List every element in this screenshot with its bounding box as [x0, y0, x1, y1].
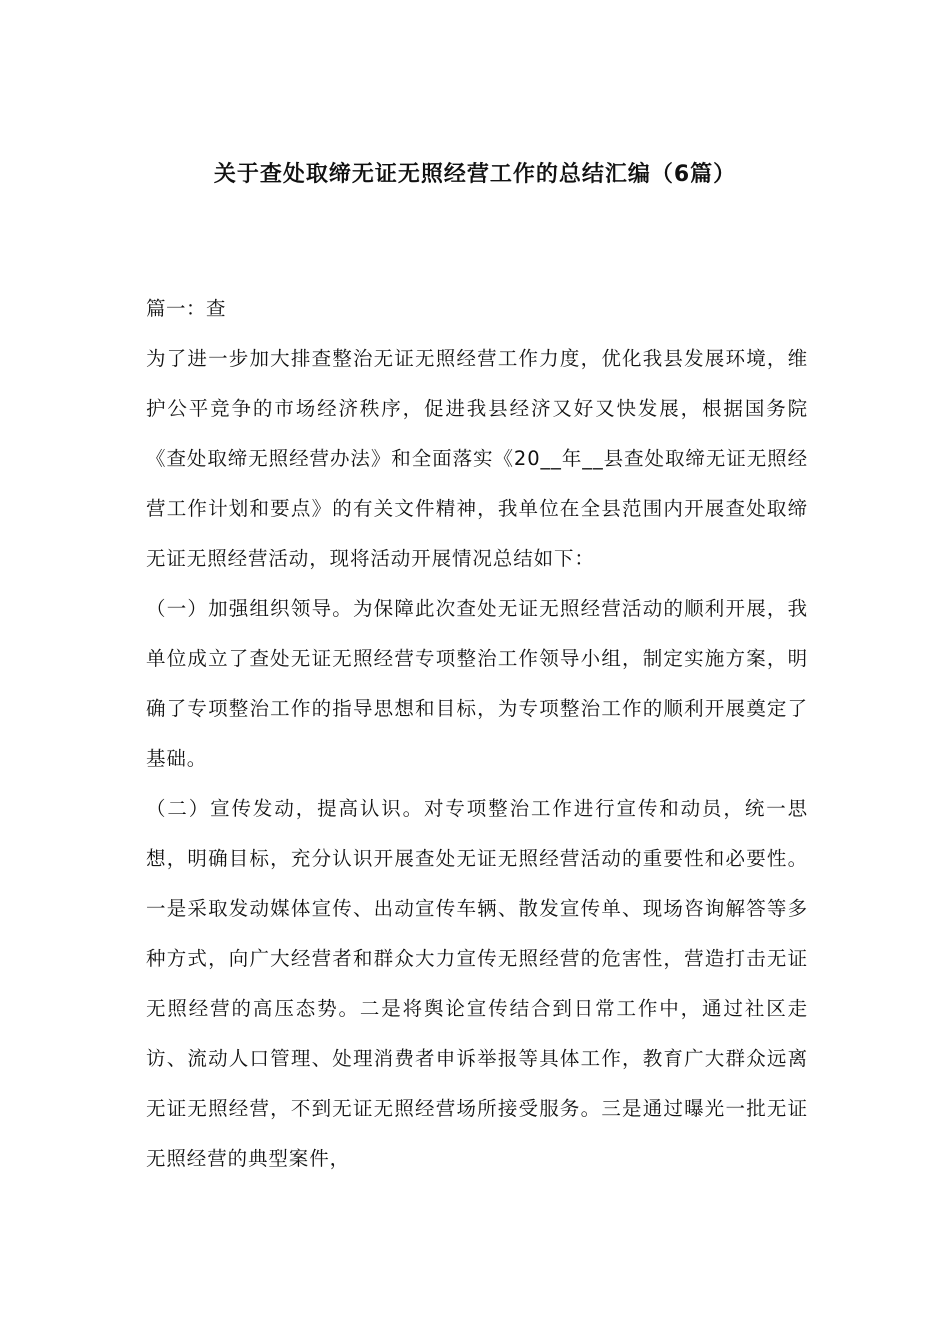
- section-heading: 篇一：查: [146, 297, 227, 320]
- document-title: 关于查处取缔无证无照经营工作的总结汇编（6篇）: [213, 162, 737, 187]
- paragraph-intro: 为了进一步加大排查整治无证无照经营工作力度，优化我县发展环境，维护公平竞争的市场经济秩序，促进我县经济又好又快发展，根据国务院《查处取缔无照经营办法》和全面落实《20__年__县查处取缔无证无照经营工作计划和要点》的有关文件精神，我单位在全县范围内开展查处取缔无证无照经营活动，现将活动开展情况总结如下：: [146, 347, 808, 570]
- paragraph-publicity: （二）宣传发动，提高认识。对专项整治工作进行宣传和动员，统一思想，明确目标，充分认识开展查处无证无照经营活动的重要性和必要性。一是采取发动媒体宣传、出动宣传车辆、散发宣传单、现场咨询解答等多种方式，向广大经营者和群众大力宣传无照经营的危害性，营造打击无证无照经营的高压态势。二是将舆论宣传结合到日常工作中，通过社区走访、流动人口管理、处理消费者申诉举报等具体工作，教育广大群众远离无证无照经营，不到无证无照经营场所接受服务。三是通过曝光一批无证无照经营的典型案件，: [146, 797, 808, 1170]
- document-body: [146, 284, 808, 1184]
- paragraph-organization: （一）加强组织领导。为保障此次查处无证无照经营活动的顺利开展，我单位成立了查处无证无照经营专项整治工作领导小组，制定实施方案，明确了专项整治工作的指导思想和目标，为专项整治工作的顺利开展奠定了基础。: [146, 597, 808, 770]
